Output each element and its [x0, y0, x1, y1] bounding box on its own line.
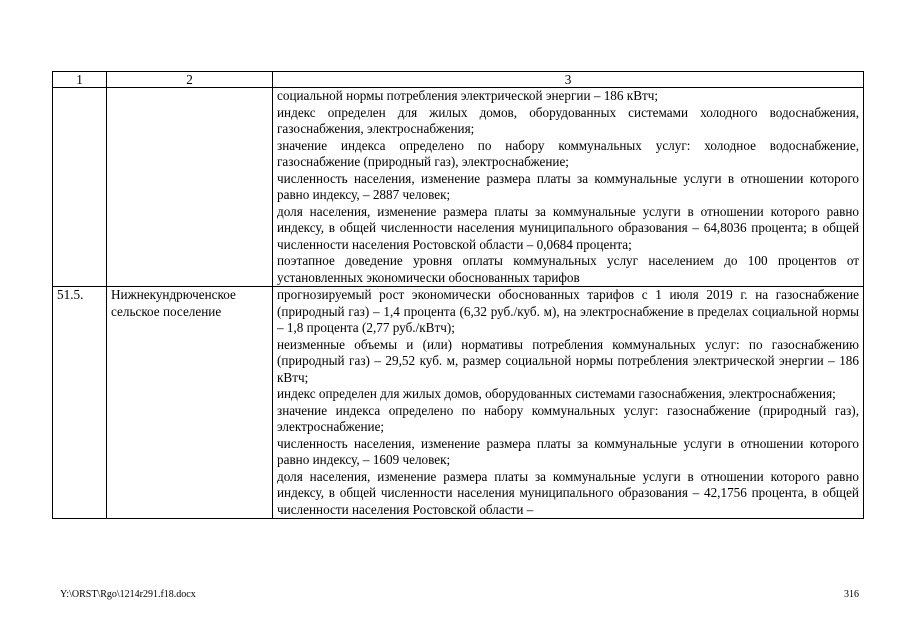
header-col-2: 2	[107, 72, 273, 88]
table-header-row	[53, 72, 864, 88]
paragraph: поэтапное доведение уровня оплаты коммунальных услуг населением до 100 процентов от установленных экономически обоснованных тарифов	[277, 253, 859, 285]
paragraph: индекс определен для жилых домов, оборудованных системами газоснабжения, электроснабжения;	[277, 386, 836, 401]
footer-file-path: Y:\ORST\Rgo\1214r291.f18.docx	[60, 589, 196, 600]
paragraph: доля населения, изменение размера платы за коммунальные услуги в отношении которого равно индексу, в общей численности населения муниципального образования – 42,1756 процента, в общей численности населения Ростовской области –	[277, 468, 859, 517]
header-col-1: 1	[53, 72, 107, 88]
table-row-51-5	[53, 287, 864, 519]
row-number: 51.5.	[53, 287, 107, 519]
paragraph: значение индекса определено по набору коммунальных услуг: холодное водоснабжение, газоснабжение (природный газ), электроснабжение;	[277, 137, 859, 169]
paragraph: численность населения, изменение размера платы за коммунальные услуги в отношении которого равно индексу, – 1609 человек;	[277, 435, 859, 467]
paragraph: неизменные объемы и (или) нормативы потребления коммунальных услуг: по газоснабжению (природный газ) – 29,52 куб. м, размер социальной нормы потребления электрической энергии – 186 кВтч;	[277, 336, 859, 385]
row-description	[273, 88, 864, 287]
footer-page-number: 316	[844, 589, 859, 600]
paragraph: численность населения, изменение размера платы за коммунальные услуги в отношении которого равно индексу, – 2887 человек;	[277, 170, 859, 202]
paragraph: социальной нормы потребления электрической энергии – 186 кВтч;	[277, 88, 659, 103]
row-name	[107, 88, 273, 287]
paragraph: прогнозируемый рост экономически обоснованных тарифов с 1 июля 2019 г. на газоснабжение (природный газ) – 1,4 процента (6,32 руб./куб. м), на электроснабжение в пределах социальной нормы – 1,8 процента (2,77 руб./кВтч);	[277, 287, 859, 335]
table-row-continued	[53, 88, 864, 287]
paragraph: индекс определен для жилых домов, оборудованных системами холодного водоснабжения, газоснабжения, электроснабжения;	[277, 104, 859, 136]
row-name: Нижнекундрюченское сельское поселение	[107, 287, 273, 519]
row-number	[53, 88, 107, 287]
paragraph: значение индекса определено по набору коммунальных услуг: газоснабжение (природный газ), электроснабжение;	[277, 402, 859, 434]
row-description	[273, 287, 864, 519]
tariff-table	[52, 71, 864, 519]
paragraph: доля населения, изменение размера платы за коммунальные услуги в отношении которого равно индексу, в общей численности населения муниципального образования – 64,8036 процента; в общей численности населения Ростовской области – 0,0684 процента;	[277, 203, 859, 252]
header-col-3: 3	[273, 72, 864, 88]
